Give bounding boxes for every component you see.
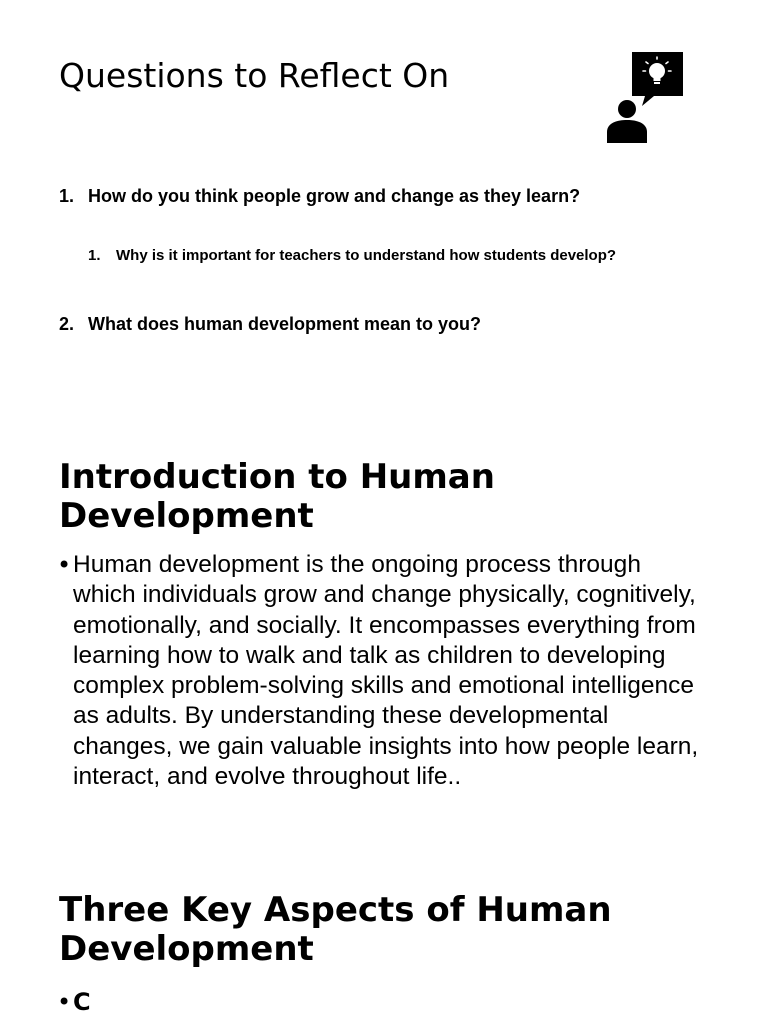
- aspects-heading: Three Key Aspects of Human Development: [59, 890, 612, 969]
- question-text: How do you think people grow and change as they learn?: [88, 186, 581, 206]
- question-number: 1.: [88, 247, 101, 264]
- reflection-question-1: [59, 186, 580, 207]
- aspects-first-item: C: [73, 988, 91, 1016]
- bullet-marker: •: [57, 988, 72, 1016]
- question-number: 2.: [59, 314, 75, 334]
- page-title: Questions to Reflect On: [59, 56, 450, 95]
- intro-paragraph: Human development is the ongoing process through which individuals grow and change physically, cognitively, emotionally, and socially. It encompasses everything from learning how to walk and talk as children to developing complex problem-solving skills and emotional intelligence as adults. By understanding these developmental changes, we gain valuable insights into how people learn, interact, and evolve throughout life..: [73, 551, 699, 791]
- intro-heading: Introduction to Human Development: [59, 457, 495, 536]
- intro-bullet-item: [57, 550, 703, 792]
- question-number: 1.: [59, 186, 75, 206]
- bullet-marker: •: [57, 551, 72, 579]
- aspects-bullet-item: [57, 987, 703, 1017]
- question-text: Why is it important for teachers to understand how students develop?: [116, 247, 617, 264]
- reflection-subquestion-1: [88, 247, 616, 264]
- question-text: What does human development mean to you?: [88, 314, 482, 334]
- person-with-lightbulb-speech-bubble-icon: [604, 50, 686, 146]
- reflection-question-2: [59, 314, 481, 335]
